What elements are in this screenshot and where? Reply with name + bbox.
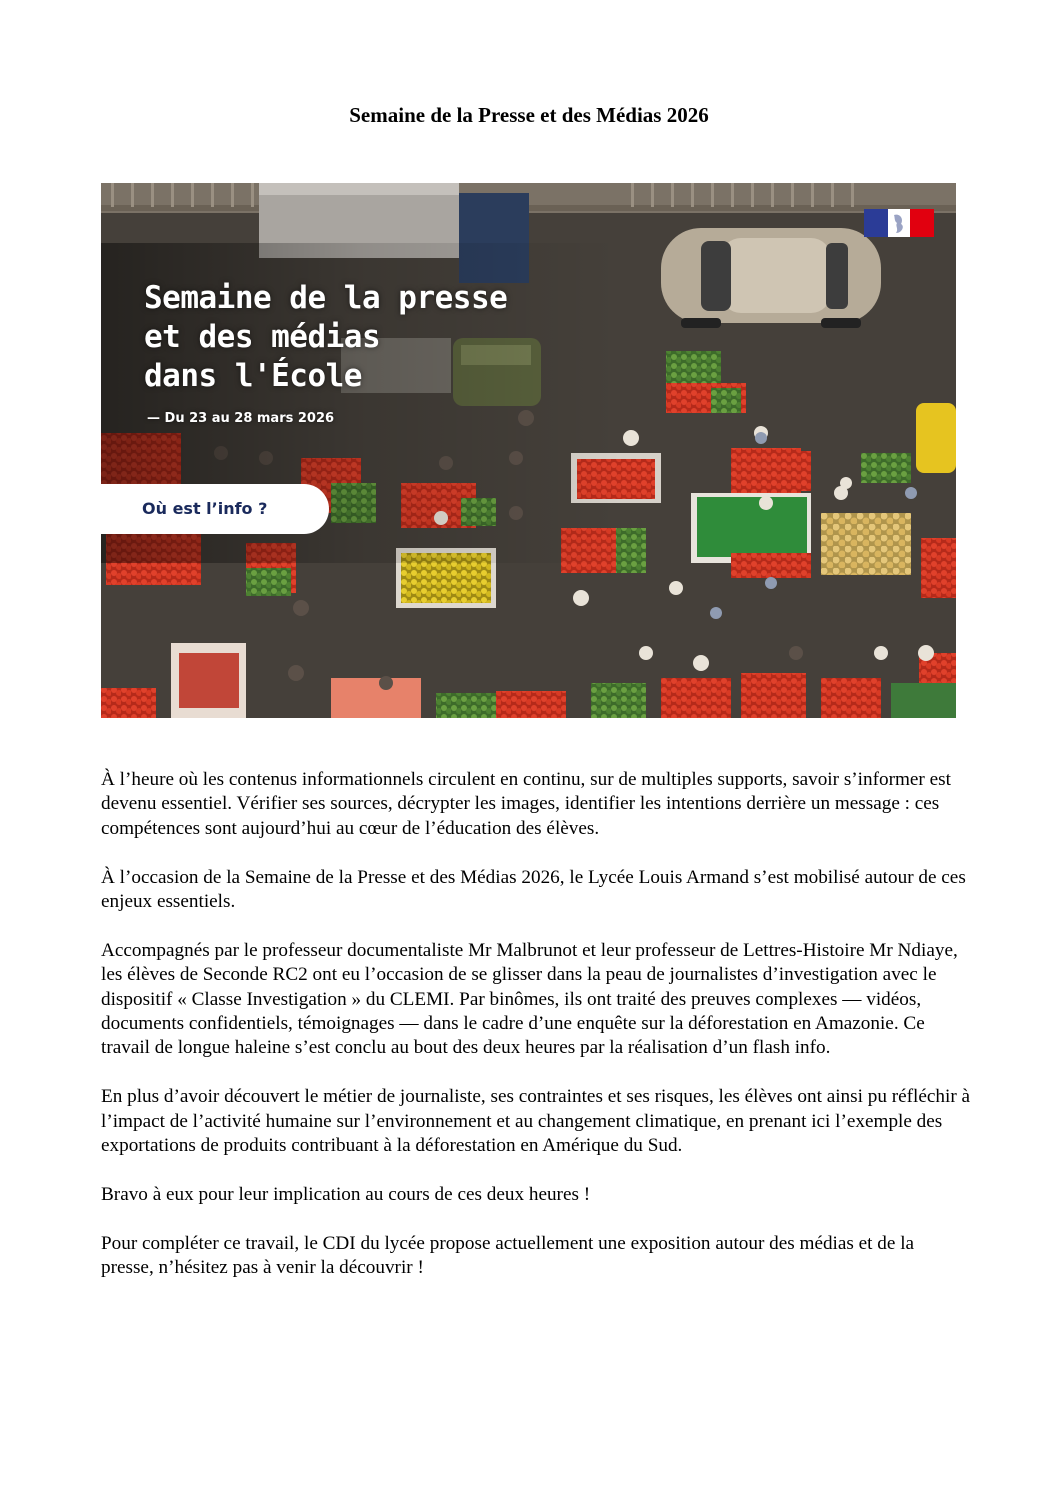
paragraph: Pour compléter ce travail, le CDI du lycée propose actuellement une exposition autour des médias et de la presse, n’hésitez pas à venir la découvrir !	[101, 1232, 915, 1279]
banner-title: Semaine de la presse et des médias dans l'École	[144, 280, 508, 394]
question-pill	[101, 484, 329, 534]
question-label: Où est l’info ?	[142, 499, 268, 518]
paragraph: Bravo à eux pour leur implication au cours de ces deux heures !	[101, 1183, 591, 1205]
market-photo	[101, 183, 956, 718]
car	[661, 228, 881, 328]
paragraph: À l’heure où les contenus informationnels circulent en continu, sur de multiples supports, savoir s’informer est devenu essentiel. Vérifier ses sources, décrypter les images, identifier les intentions derrière un message : ces compétences sont aujourd’hui au cœur de l’éducation des élèves.	[101, 769, 951, 839]
paragraph: Accompagnés par le professeur documentaliste Mr Malbrunot et leur professeur de Lettres-Histoire Mr Ndiaye, les élèves de Seconde RC2 ont eu l’occasion de se glisser dans la peau de journalistes d’investigation avec le dispositif « Classe Investigation » du CLEMI. Par binômes, ils ont traité des preuves complexes — vidéos, documents confidentiels, témoignages — dans le cadre d’une enquête sur la déforestation en Amazonie. Ce travail de longue haleine s’est conclu au bout des deux heures par la réalisation d’un flash info.	[101, 939, 958, 1059]
paragraph: En plus d’avoir découvert le métier de journaliste, ses contraintes et ses risques, les élèves ont ainsi pu réfléchir à l’impact de l’activité humaine sur l’environnement et au changement climatique, en prenant ici l’exemple des exportations de produits contribuant à la déforestation en Amérique du Sud.	[101, 1086, 971, 1157]
paragraph: À l’occasion de la Semaine de la Presse et des Médias 2026, le Lycée Louis Armand s’est mobilisé autour de ces enjeux essentiels.	[101, 866, 966, 913]
republique-francaise-logo	[864, 209, 934, 237]
page-title: Semaine de la Presse et des Médias 2026	[349, 103, 709, 127]
article-body	[101, 768, 971, 1305]
banner-dates: — Du 23 au 28 mars 2026	[147, 411, 335, 426]
banner-image	[101, 183, 956, 718]
